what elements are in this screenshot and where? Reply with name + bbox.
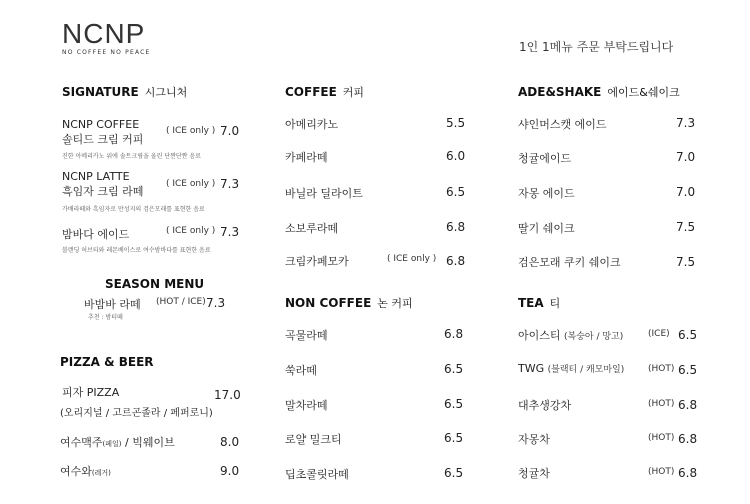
season-item-price: 7.3 — [206, 296, 226, 310]
item-name: 여수와 — [60, 465, 92, 478]
menu-item-price: 6.5 — [444, 397, 464, 411]
section-noncoffee-title — [285, 295, 413, 311]
menu-item-grapefruit-tea: 자몽차 — [518, 433, 550, 446]
menu-item-ncnp-coffee-ko: 솔티드 크림 커피 — [62, 133, 144, 146]
item-name: TWG — [518, 362, 545, 375]
item-name: 여수맥주 — [60, 436, 103, 449]
menu-item-ncnp-latte-en: NCNP LATTE — [62, 170, 130, 183]
menu-item-deep-choco-latte: 딥초콜릿라떼 — [285, 468, 349, 481]
menu-item-price: 6.8 — [678, 466, 698, 480]
section-signature-title — [62, 84, 187, 100]
section-title-en: SIGNATURE — [62, 85, 139, 99]
menu-item-tag: ( ICE only ) — [166, 126, 216, 136]
menu-item-price: 5.5 — [446, 116, 466, 130]
menu-item-price: 8.0 — [220, 435, 240, 449]
section-title-ko: 논 커피 — [377, 297, 413, 310]
menu-item-green-tangerine-ade: 청귤에이드 — [518, 152, 572, 165]
menu-item-price: 7.0 — [220, 124, 240, 138]
menu-item-tag: (ICE) — [648, 329, 670, 339]
section-season-title: SEASON MENU — [105, 277, 205, 291]
section-coffee-title — [285, 84, 364, 100]
menu-item-price: 9.0 — [220, 464, 240, 478]
item-small: (레거) — [91, 469, 111, 477]
menu-item-description: 진한 아메리카노 위에 솔트크림을 올린 단짠단짠 음료 — [62, 153, 201, 160]
menu-item-price: 6.5 — [678, 328, 698, 342]
menu-item-royal-milk-tea: 로얄 밀크티 — [285, 433, 342, 446]
menu-item-price: 7.5 — [676, 220, 696, 234]
menu-item-price: 6.5 — [444, 362, 464, 376]
menu-item-price: 6.8 — [444, 327, 464, 341]
menu-item-strawberry-shake: 딸기 쉐이크 — [518, 222, 575, 235]
section-title-en: ADE&SHAKE — [518, 85, 602, 99]
menu-item-cafe-latte: 카페라떼 — [285, 151, 328, 164]
menu-item-price: 6.5 — [444, 466, 464, 480]
menu-item-black-sand-shake: 검은모래 쿠키 쉐이크 — [518, 256, 621, 269]
menu-item-grain-latte: 곡물라떼 — [285, 329, 328, 342]
section-title-ko: 커피 — [342, 86, 365, 99]
menu-item-ncnp-coffee-en: NCNP COFFEE — [62, 118, 140, 131]
menu-item-price: 6.0 — [446, 149, 466, 163]
menu-item-tag: (HOT) — [648, 399, 675, 409]
menu-item-tag: (HOT) — [648, 467, 675, 477]
item-small: (페일) — [102, 440, 122, 448]
item-name: 아이스티 — [518, 329, 561, 342]
menu-item-price: 6.5 — [678, 363, 698, 377]
menu-item-vanilla-delight: 바닐라 딜라이트 — [285, 187, 363, 200]
menu-item-yeosu-wa — [60, 463, 111, 479]
menu-item-price: 6.5 — [446, 185, 466, 199]
menu-item-tag: (HOT) — [648, 433, 675, 443]
menu-item-price: 6.8 — [446, 254, 466, 268]
menu-item-price: 7.3 — [220, 177, 240, 191]
section-title-ko: 티 — [549, 297, 561, 310]
menu-item-grapefruit-ade: 자몽 에이드 — [518, 187, 575, 200]
section-ade-title — [518, 84, 680, 100]
menu-item-pizza: 피자 PIZZA — [62, 386, 120, 399]
menu-item-price: 7.3 — [676, 116, 696, 130]
menu-item-matcha-latte: 말차라떼 — [285, 399, 328, 412]
menu-item-description: 블랜딩 허브티와 레몬베이스로 여수밤바다를 표현한 음료 — [62, 247, 211, 254]
menu-item-tag: ( ICE only ) — [166, 179, 216, 189]
menu-item-jujube-ginger-tea: 대추생강차 — [518, 399, 572, 412]
menu-item-tag: ( ICE only ) — [166, 226, 216, 236]
section-title-ko: 시그니처 — [144, 86, 188, 99]
brand-logo: NCNP — [62, 18, 146, 49]
menu-item-tag: (HOT) — [648, 364, 675, 374]
menu-item-green-tangerine-tea: 청귤차 — [518, 467, 550, 480]
menu-item-mugwort-latte: 쑥라떼 — [285, 364, 317, 377]
item-sub: (블랙티 / 캐모마일) — [547, 365, 625, 375]
menu-item-iced-tea — [518, 327, 623, 343]
menu-item-price: 7.3 — [220, 225, 240, 239]
season-item-tag: (HOT / ICE) — [156, 297, 206, 307]
menu-item-tag: ( ICE only ) — [387, 254, 437, 264]
section-title-ko: 에이드&쉐이크 — [607, 86, 680, 99]
menu-item-price: 17.0 — [214, 388, 241, 402]
menu-item-cream-mocha: 크림카페모카 — [285, 255, 349, 268]
section-tea-title — [518, 295, 560, 311]
item-rest: / 빅웨이브 — [121, 436, 175, 449]
menu-item-pizza-options: (오리지널 / 고르곤졸라 / 페퍼로니) — [60, 408, 213, 419]
section-title-en: COFFEE — [285, 85, 337, 99]
order-notice: 1인 1메뉴 주문 부탁드립니다 — [519, 40, 674, 54]
menu-item-shine-muscat-ade: 샤인머스캣 에이드 — [518, 118, 607, 131]
menu-item-americano: 아메리카노 — [285, 118, 339, 131]
menu-item-price: 6.8 — [678, 398, 698, 412]
menu-item-twg — [518, 362, 624, 375]
section-title-en: TEA — [518, 296, 544, 310]
section-pizza-title: PIZZA & BEER — [60, 355, 154, 369]
menu-item-price: 6.8 — [678, 432, 698, 446]
season-item-note: 추천 : 밤티떼 — [88, 314, 123, 321]
menu-item-soboru-latte: 소보루라떼 — [285, 222, 339, 235]
menu-item-price: 7.0 — [676, 185, 696, 199]
menu-item-yeosu-beer — [60, 434, 175, 450]
brand-tagline: NO COFFEE NO PEACE — [62, 49, 151, 56]
season-item-name: 바밤바 라떼 — [84, 298, 141, 311]
menu-item-price: 6.8 — [446, 220, 466, 234]
menu-item-ncnp-latte-ko: 흑임자 크림 라떼 — [62, 185, 144, 198]
menu-item-price: 6.5 — [444, 431, 464, 445]
menu-item-price: 7.0 — [676, 150, 696, 164]
menu-item-description: 가배라떼와 흑임자로 만성지의 검은모래를 표현한 음료 — [62, 206, 205, 213]
menu-item-price: 7.5 — [676, 255, 696, 269]
menu-item-night-sea-ade: 밤바다 에이드 — [62, 228, 130, 241]
section-title-en: NON COFFEE — [285, 296, 372, 310]
item-sub: (복숭아 / 망고) — [564, 332, 624, 342]
